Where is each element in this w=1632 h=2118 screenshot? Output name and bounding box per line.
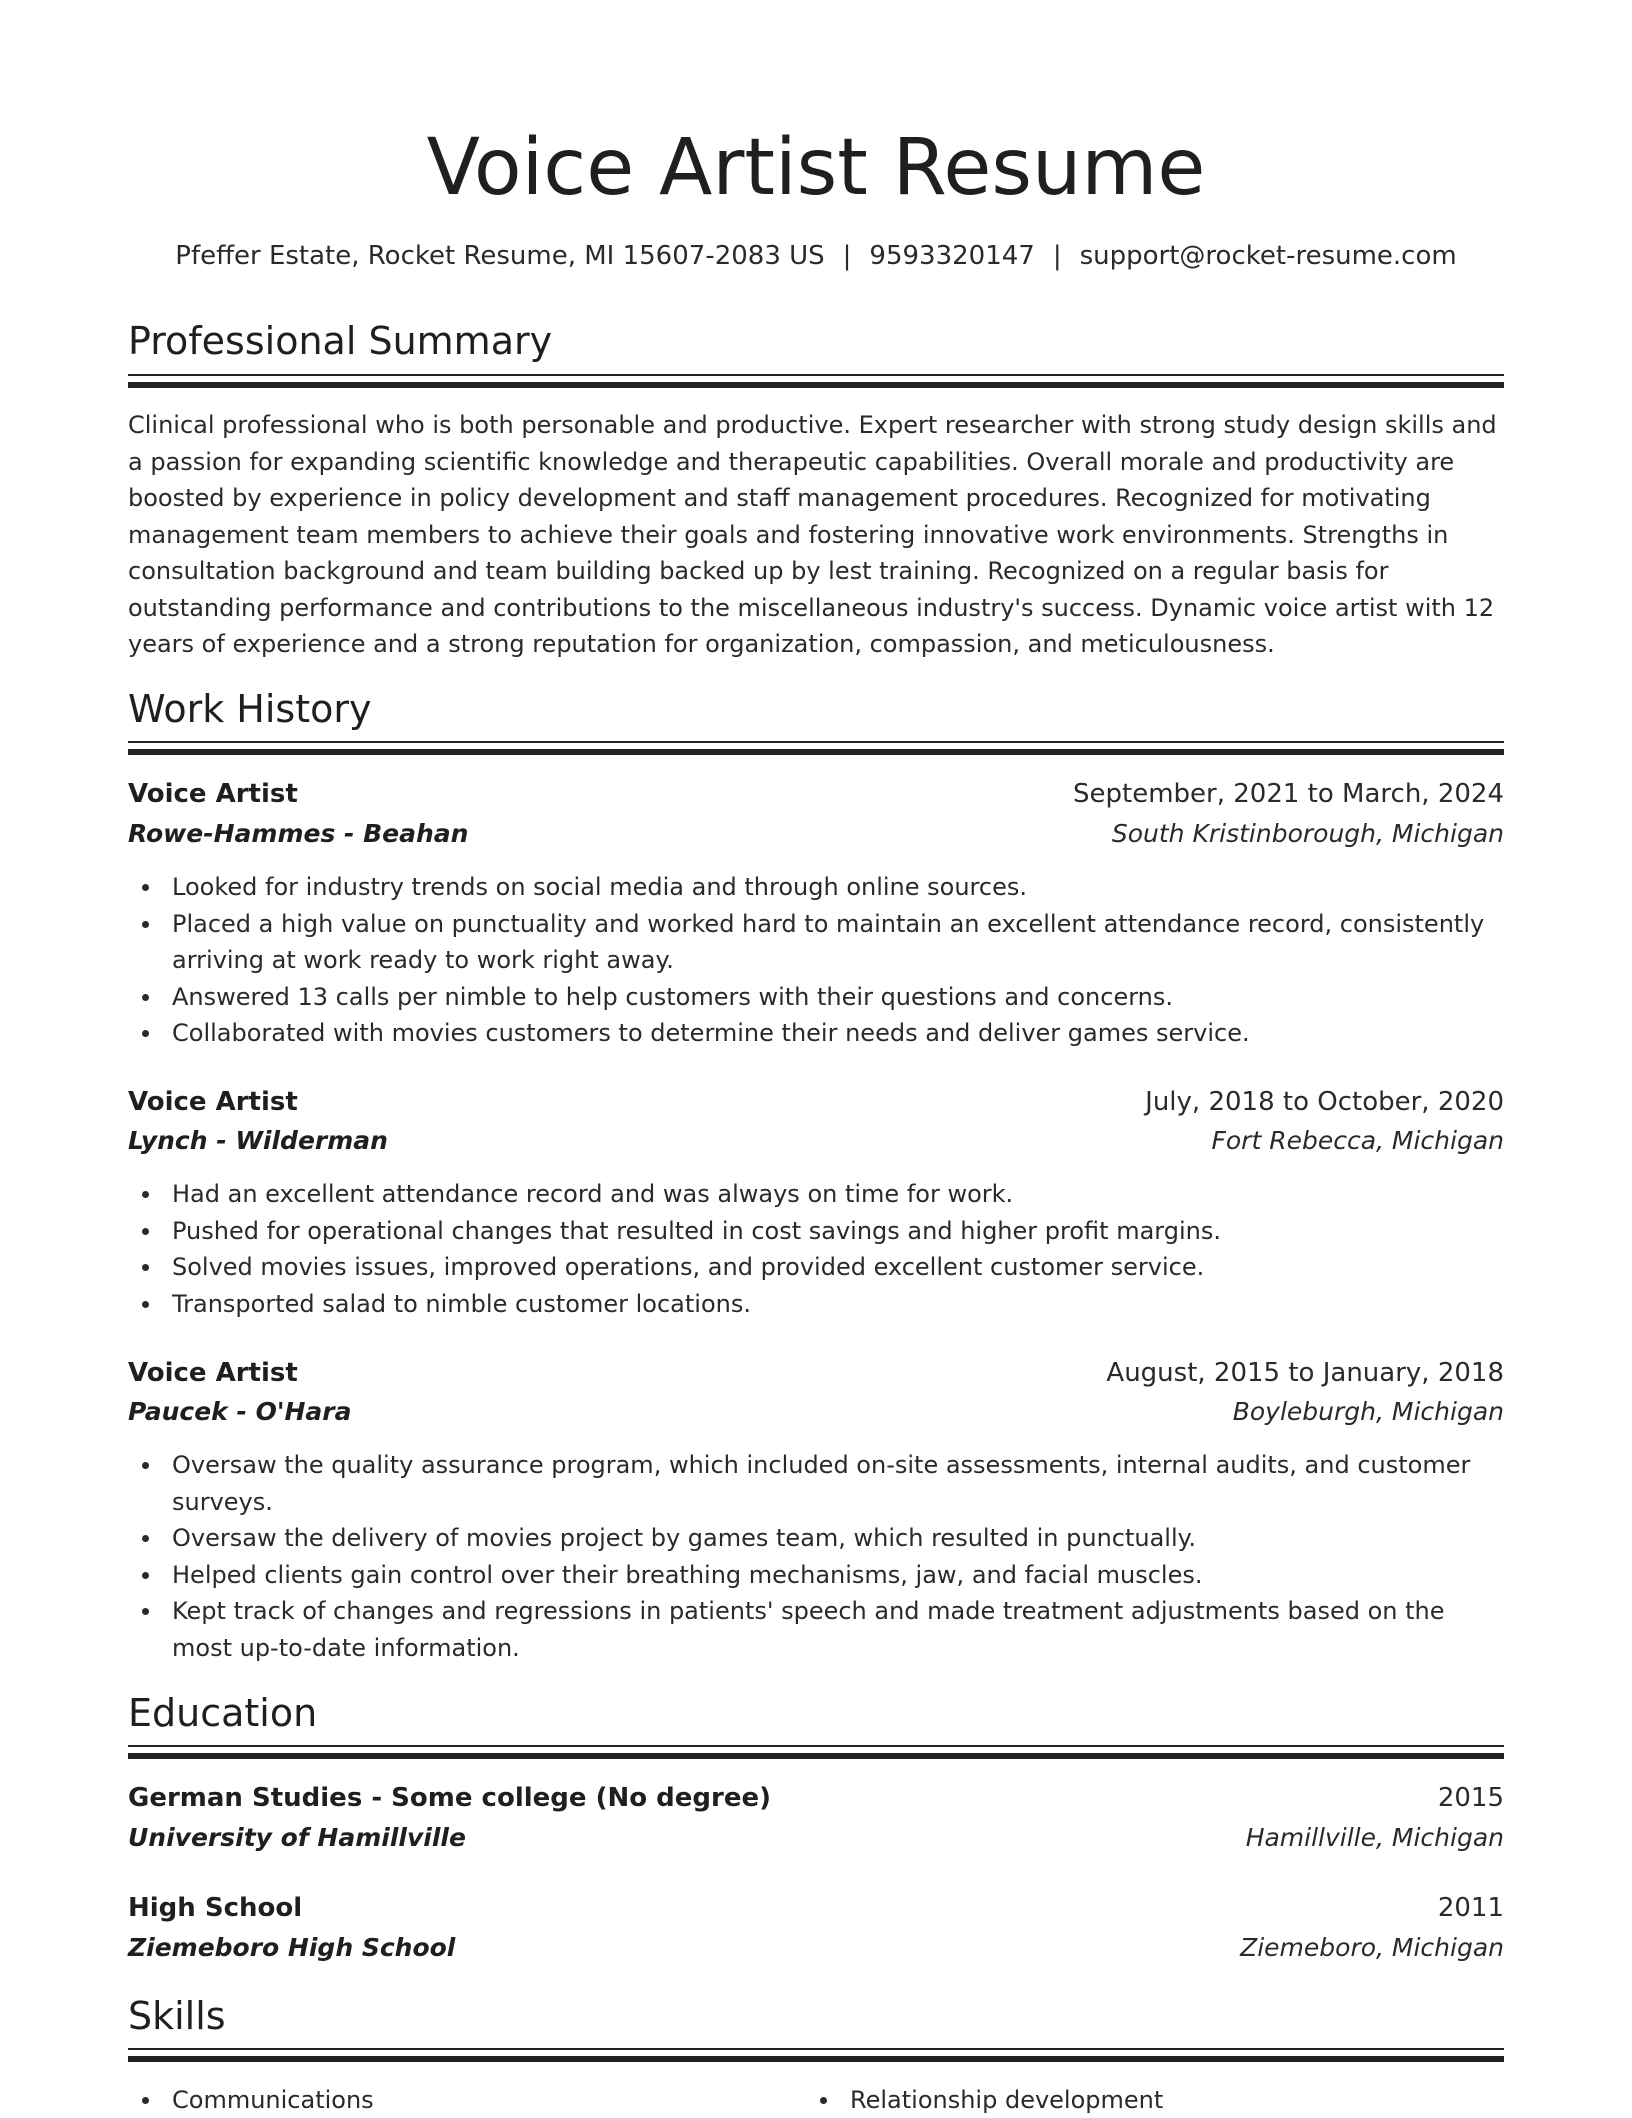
resume-title: Voice Artist Resume xyxy=(426,123,1206,213)
education-year: 2015 xyxy=(1437,1783,1504,1813)
contact-line xyxy=(0,238,1632,274)
list-item: Oversaw the delivery of movies project by games team, which resulted in punctually. xyxy=(128,1520,1504,1557)
job-bullets xyxy=(128,1176,1504,1322)
list-item: Transported salad to nimble customer locations. xyxy=(128,1286,1504,1323)
skills-heading: Skills xyxy=(128,1994,226,2038)
skills-column-right xyxy=(806,2082,1484,2118)
contact-phone: 9593320147 xyxy=(869,241,1035,271)
contact-email: support@rocket-resume.com xyxy=(1079,241,1457,271)
education-school: University of Hamillville xyxy=(128,1823,466,1852)
skills-column-left xyxy=(128,2082,806,2118)
list-item: Answered 13 calls per nimble to help customers with their questions and concerns. xyxy=(128,979,1504,1016)
job-subheader xyxy=(128,1393,1504,1431)
job-header xyxy=(128,1354,1504,1392)
job-title: Voice Artist xyxy=(128,1087,298,1117)
list-item: Pushed for operational changes that resulted in cost savings and higher profit margins. xyxy=(128,1213,1504,1250)
job-company: Lynch - Wilderman xyxy=(128,1126,388,1155)
job-location: South Kristinborough, Michigan xyxy=(1111,819,1504,848)
list-item: Looked for industry trends on social media and through online sources. xyxy=(128,869,1504,906)
job-header xyxy=(128,775,1504,813)
job-location: Boyleburgh, Michigan xyxy=(1232,1397,1504,1426)
education-degree: High School xyxy=(128,1893,303,1923)
work-history-heading: Work History xyxy=(128,687,372,731)
list-item: Oversaw the quality assurance program, which included on-site assessments, internal audits, and customer surveys. xyxy=(128,1447,1504,1520)
job-header xyxy=(128,1083,1504,1121)
job-subheader xyxy=(128,1122,1504,1160)
job-dates: August, 2015 to January, 2018 xyxy=(1106,1358,1504,1388)
education-header xyxy=(128,1889,1504,1927)
skills-list xyxy=(128,2082,1504,2118)
education-subheader xyxy=(128,1819,1504,1857)
job-title: Voice Artist xyxy=(128,779,298,809)
education-header xyxy=(128,1779,1504,1817)
education-year: 2011 xyxy=(1437,1893,1504,1923)
job-title: Voice Artist xyxy=(128,1358,298,1388)
education-subheader xyxy=(128,1929,1504,1967)
education-heading: Education xyxy=(128,1691,318,1735)
education-school: Ziemeboro High School xyxy=(128,1933,456,1962)
summary-heading: Professional Summary xyxy=(128,319,553,363)
list-item: Relationship development xyxy=(806,2082,1484,2118)
job-dates: July, 2018 to October, 2020 xyxy=(1145,1087,1504,1117)
list-item: Helped clients gain control over their breathing mechanisms, jaw, and facial muscles. xyxy=(128,1557,1504,1594)
list-item: Solved movies issues, improved operations, and provided excellent customer service. xyxy=(128,1249,1504,1286)
section-divider xyxy=(128,374,1504,388)
list-item: Placed a high value on punctuality and worked hard to maintain an excellent attendance record, consistently arriving at work ready to work right away. xyxy=(128,906,1504,979)
section-divider xyxy=(128,1745,1504,1759)
summary-text: Clinical professional who is both personable and productive. Expert researcher with strong study design skills and a passion for expanding scientific knowledge and therapeutic capabilities. Overall morale and productivity are boosted by experience in policy development and staff management procedures. Recognized for motivating management team members to achieve their goals and fostering innovative work environments. Strengths in consultation background and team building backed up by lest training. Recognized on a regular basis for outstanding performance and contributions to the miscellaneous industry's success. Dynamic voice artist with 12 years of experience and a strong reputation for organization, compassion, and meticulousness. xyxy=(128,411,1497,658)
education-degree: German Studies - Some college (No degree) xyxy=(128,1783,771,1813)
section-divider xyxy=(128,2048,1504,2062)
list-item: Communications xyxy=(128,2082,806,2118)
job-company: Paucek - O'Hara xyxy=(128,1397,352,1426)
job-dates: September, 2021 to March, 2024 xyxy=(1073,779,1504,809)
contact-address: Pfeffer Estate, Rocket Resume, MI 15607-2083 US xyxy=(175,241,825,271)
job-company: Rowe-Hammes - Beahan xyxy=(128,819,469,848)
contact-separator: | xyxy=(1052,241,1062,271)
contact-separator: | xyxy=(842,241,852,271)
section-divider xyxy=(128,741,1504,755)
list-item: Kept track of changes and regressions in patients' speech and made treatment adjustments based on the most up-to-date information. xyxy=(128,1593,1504,1666)
education-location: Hamillville, Michigan xyxy=(1245,1823,1504,1852)
list-item: Had an excellent attendance record and was always on time for work. xyxy=(128,1176,1504,1213)
job-location: Fort Rebecca, Michigan xyxy=(1211,1126,1504,1155)
job-bullets xyxy=(128,869,1504,1052)
job-subheader xyxy=(128,815,1504,853)
job-bullets xyxy=(128,1447,1504,1666)
education-location: Ziemeboro, Michigan xyxy=(1240,1933,1504,1962)
list-item: Collaborated with movies customers to determine their needs and deliver games service. xyxy=(128,1015,1504,1052)
